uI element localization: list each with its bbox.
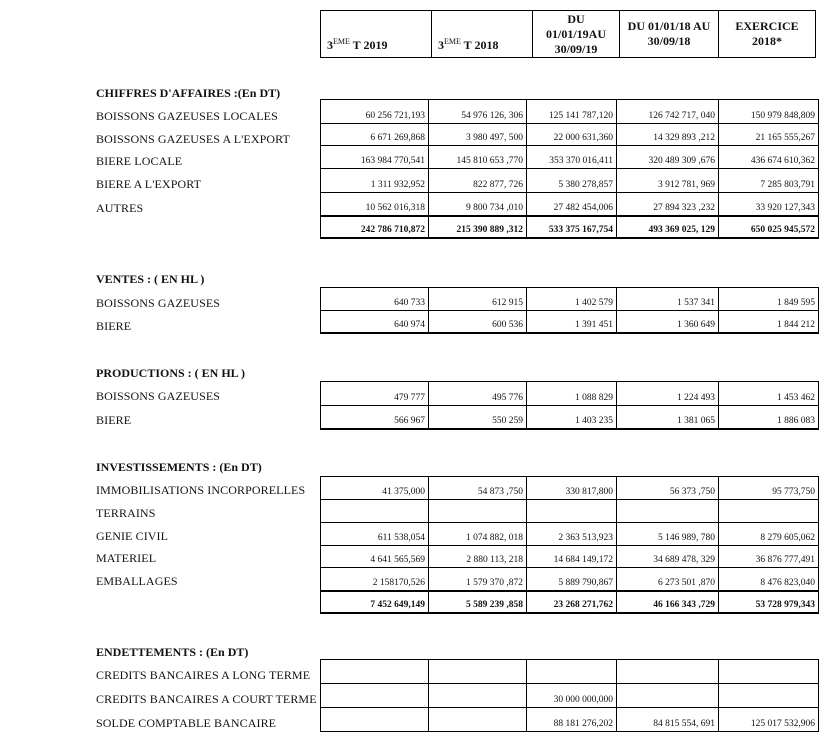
table-row xyxy=(321,546,819,568)
section-title-investissements: INVESTISSEMENTS : (En DT) xyxy=(96,460,262,474)
table-cell xyxy=(429,500,527,523)
section-title-chiffres: CHIFFRES D'AFFAIRES :(En DT) xyxy=(96,86,281,100)
table-cell: 1 224 493 xyxy=(617,382,719,406)
table-cell: 1 088 829 xyxy=(527,382,617,406)
header-col-ytd-2018: DU 01/01/18 AU 30/09/18 xyxy=(620,11,719,58)
table-cell: 640 733 xyxy=(321,288,429,311)
table-cell: 36 876 777,491 xyxy=(719,546,819,568)
table-cell: 88 181 276,202 xyxy=(527,708,617,732)
row-label: IMMOBILISATIONS INCORPORELLES xyxy=(96,483,306,497)
row-label: CREDITS BANCAIRES A LONG TERME xyxy=(96,668,311,682)
table-cell xyxy=(321,684,429,708)
table-cell: 1 537 341 xyxy=(617,288,719,311)
table-cell: 495 776 xyxy=(429,382,527,406)
table-cell xyxy=(321,708,429,732)
row-label: BOISSONS GAZEUSES xyxy=(96,389,221,403)
table-cell xyxy=(429,684,527,708)
table-cell: 30 000 000,000 xyxy=(527,684,617,708)
table-cell: 330 817,800 xyxy=(527,477,617,500)
table-cell xyxy=(719,684,819,708)
table-row xyxy=(321,568,819,591)
table-cell: 3 980 497, 500 xyxy=(429,124,527,146)
total-cell: 46 166 343 ,729 xyxy=(617,591,719,613)
table-row xyxy=(321,311,819,333)
table-cell: 1 391 451 xyxy=(527,311,617,333)
table-cell: 60 256 721,193 xyxy=(321,100,429,124)
table-cell xyxy=(429,660,527,684)
table-cell: 2 880 113, 218 xyxy=(429,546,527,568)
table-cell: 1 311 932,952 xyxy=(321,169,429,193)
table-cell: 4 641 565,569 xyxy=(321,546,429,568)
table-cell: 1 360 649 xyxy=(617,311,719,333)
table-cell: 436 674 610,362 xyxy=(719,146,819,169)
table-cell: 1 403 235 xyxy=(527,406,617,429)
row-label: EMBALLAGES xyxy=(96,574,178,588)
ventes-table xyxy=(320,287,819,334)
row-label: BOISSONS GAZEUSES LOCALES xyxy=(96,109,278,123)
header-col-q3-2019: 3EME T 2019 xyxy=(321,11,432,58)
row-label: BIERE LOCALE xyxy=(96,154,183,168)
row-label: BIERE A L'EXPORT xyxy=(96,177,202,191)
total-cell: 533 375 167,754 xyxy=(527,216,617,238)
table-row xyxy=(321,100,819,124)
total-cell: 215 390 889 ,312 xyxy=(429,216,527,238)
table-cell: 612 915 xyxy=(429,288,527,311)
row-label: BIERE xyxy=(96,413,132,427)
table-cell: 1 381 065 xyxy=(617,406,719,429)
table-cell: 8 279 605,062 xyxy=(719,523,819,546)
table-cell: 54 873 ,750 xyxy=(429,477,527,500)
table-cell: 1 074 882, 018 xyxy=(429,523,527,546)
table-cell xyxy=(527,660,617,684)
section-title-endettements: ENDETTEMENTS : (En DT) xyxy=(96,645,249,659)
table-cell: 95 773,750 xyxy=(719,477,819,500)
chiffres-table xyxy=(320,99,819,239)
header-col-ytd-2019: DU 01/01/19AU 30/09/19 xyxy=(533,11,620,58)
table-cell: 14 329 893 ,212 xyxy=(617,124,719,146)
table-cell: 5 146 989, 780 xyxy=(617,523,719,546)
total-cell: 5 589 239 ,858 xyxy=(429,591,527,613)
table-cell: 566 967 xyxy=(321,406,429,429)
total-row xyxy=(321,216,819,238)
table-cell: 150 979 848,809 xyxy=(719,100,819,124)
column-header-table xyxy=(320,10,816,58)
table-cell: 640 974 xyxy=(321,311,429,333)
table-cell: 84 815 554, 691 xyxy=(617,708,719,732)
table-cell: 10 562 016,318 xyxy=(321,193,429,216)
table-cell: 14 684 149,172 xyxy=(527,546,617,568)
table-cell: 1 453 462 xyxy=(719,382,819,406)
table-row xyxy=(321,708,819,732)
table-cell: 1 849 595 xyxy=(719,288,819,311)
total-cell: 242 786 710,872 xyxy=(321,216,429,238)
table-cell: 2 158170,526 xyxy=(321,568,429,591)
total-cell: 53 728 979,343 xyxy=(719,591,819,613)
table-row xyxy=(321,193,819,216)
table-cell: 1 402 579 xyxy=(527,288,617,311)
table-cell xyxy=(617,684,719,708)
table-cell: 320 489 309 ,676 xyxy=(617,146,719,169)
table-row xyxy=(321,382,819,406)
table-cell: 5 380 278,857 xyxy=(527,169,617,193)
table-cell: 163 984 770,541 xyxy=(321,146,429,169)
table-cell: 9 800 734 ,010 xyxy=(429,193,527,216)
table-cell: 34 689 478, 329 xyxy=(617,546,719,568)
table-cell: 611 538,054 xyxy=(321,523,429,546)
table-cell: 125 017 532,906 xyxy=(719,708,819,732)
table-cell xyxy=(617,500,719,523)
table-cell: 126 742 717, 040 xyxy=(617,100,719,124)
table-cell xyxy=(429,708,527,732)
table-row xyxy=(321,124,819,146)
table-cell: 27 482 454,006 xyxy=(527,193,617,216)
table-cell: 33 920 127,343 xyxy=(719,193,819,216)
table-cell: 56 373 ,750 xyxy=(617,477,719,500)
table-cell: 21 165 555,267 xyxy=(719,124,819,146)
total-cell: 7 452 649,149 xyxy=(321,591,429,613)
table-row xyxy=(321,523,819,546)
table-cell: 3 912 781, 969 xyxy=(617,169,719,193)
table-row xyxy=(321,477,819,500)
table-cell: 1 579 370 ,872 xyxy=(429,568,527,591)
table-cell: 145 810 653 ,770 xyxy=(429,146,527,169)
table-row xyxy=(321,146,819,169)
table-cell xyxy=(321,660,429,684)
table-cell: 41 375,000 xyxy=(321,477,429,500)
row-label: SOLDE COMPTABLE BANCAIRE xyxy=(96,716,277,730)
total-cell: 493 369 025, 129 xyxy=(617,216,719,238)
table-cell: 353 370 016,411 xyxy=(527,146,617,169)
table-cell: 27 894 323 ,232 xyxy=(617,193,719,216)
investissements-table xyxy=(320,476,819,614)
table-cell: 7 285 803,791 xyxy=(719,169,819,193)
productions-table xyxy=(320,381,819,430)
table-cell: 600 536 xyxy=(429,311,527,333)
section-title-productions: PRODUCTIONS : ( EN HL ) xyxy=(96,366,246,380)
table-cell: 54 976 126, 306 xyxy=(429,100,527,124)
row-label: TERRAINS xyxy=(96,506,156,520)
table-row xyxy=(321,660,819,684)
total-cell: 650 025 945,572 xyxy=(719,216,819,238)
header-col-q3-2018: 3EME T 2018 xyxy=(432,11,533,58)
table-cell xyxy=(527,500,617,523)
table-cell xyxy=(321,500,429,523)
table-row xyxy=(321,288,819,311)
table-cell: 479 777 xyxy=(321,382,429,406)
row-label: CREDITS BANCAIRES A COURT TERME xyxy=(96,692,317,706)
table-cell: 5 889 790,867 xyxy=(527,568,617,591)
table-row xyxy=(321,169,819,193)
row-label: GENIE CIVIL xyxy=(96,529,169,543)
table-cell: 6 273 501 ,870 xyxy=(617,568,719,591)
table-cell xyxy=(719,500,819,523)
total-row xyxy=(321,591,819,613)
row-label: MATERIEL xyxy=(96,551,157,565)
table-row xyxy=(321,500,819,523)
row-label: BOISSONS GAZEUSES xyxy=(96,296,221,310)
row-label: BIERE xyxy=(96,319,132,333)
table-row xyxy=(321,684,819,708)
section-title-ventes: VENTES : ( EN HL ) xyxy=(96,272,205,286)
row-label: AUTRES xyxy=(96,201,144,215)
table-cell: 2 363 513,923 xyxy=(527,523,617,546)
table-cell: 8 476 823,040 xyxy=(719,568,819,591)
table-cell: 6 671 269,868 xyxy=(321,124,429,146)
row-label: BOISSONS GAZEUSES A L'EXPORT xyxy=(96,132,290,146)
table-cell: 822 877, 726 xyxy=(429,169,527,193)
header-col-fy-2018: EXERCICE 2018* xyxy=(719,11,816,58)
endettements-table xyxy=(320,659,819,732)
table-cell: 550 259 xyxy=(429,406,527,429)
table-cell: 22 000 631,360 xyxy=(527,124,617,146)
total-cell: 23 268 271,762 xyxy=(527,591,617,613)
table-row xyxy=(321,406,819,429)
table-cell: 1 844 212 xyxy=(719,311,819,333)
table-cell: 125 141 787,120 xyxy=(527,100,617,124)
table-cell: 1 886 083 xyxy=(719,406,819,429)
table-cell xyxy=(617,660,719,684)
table-cell xyxy=(719,660,819,684)
